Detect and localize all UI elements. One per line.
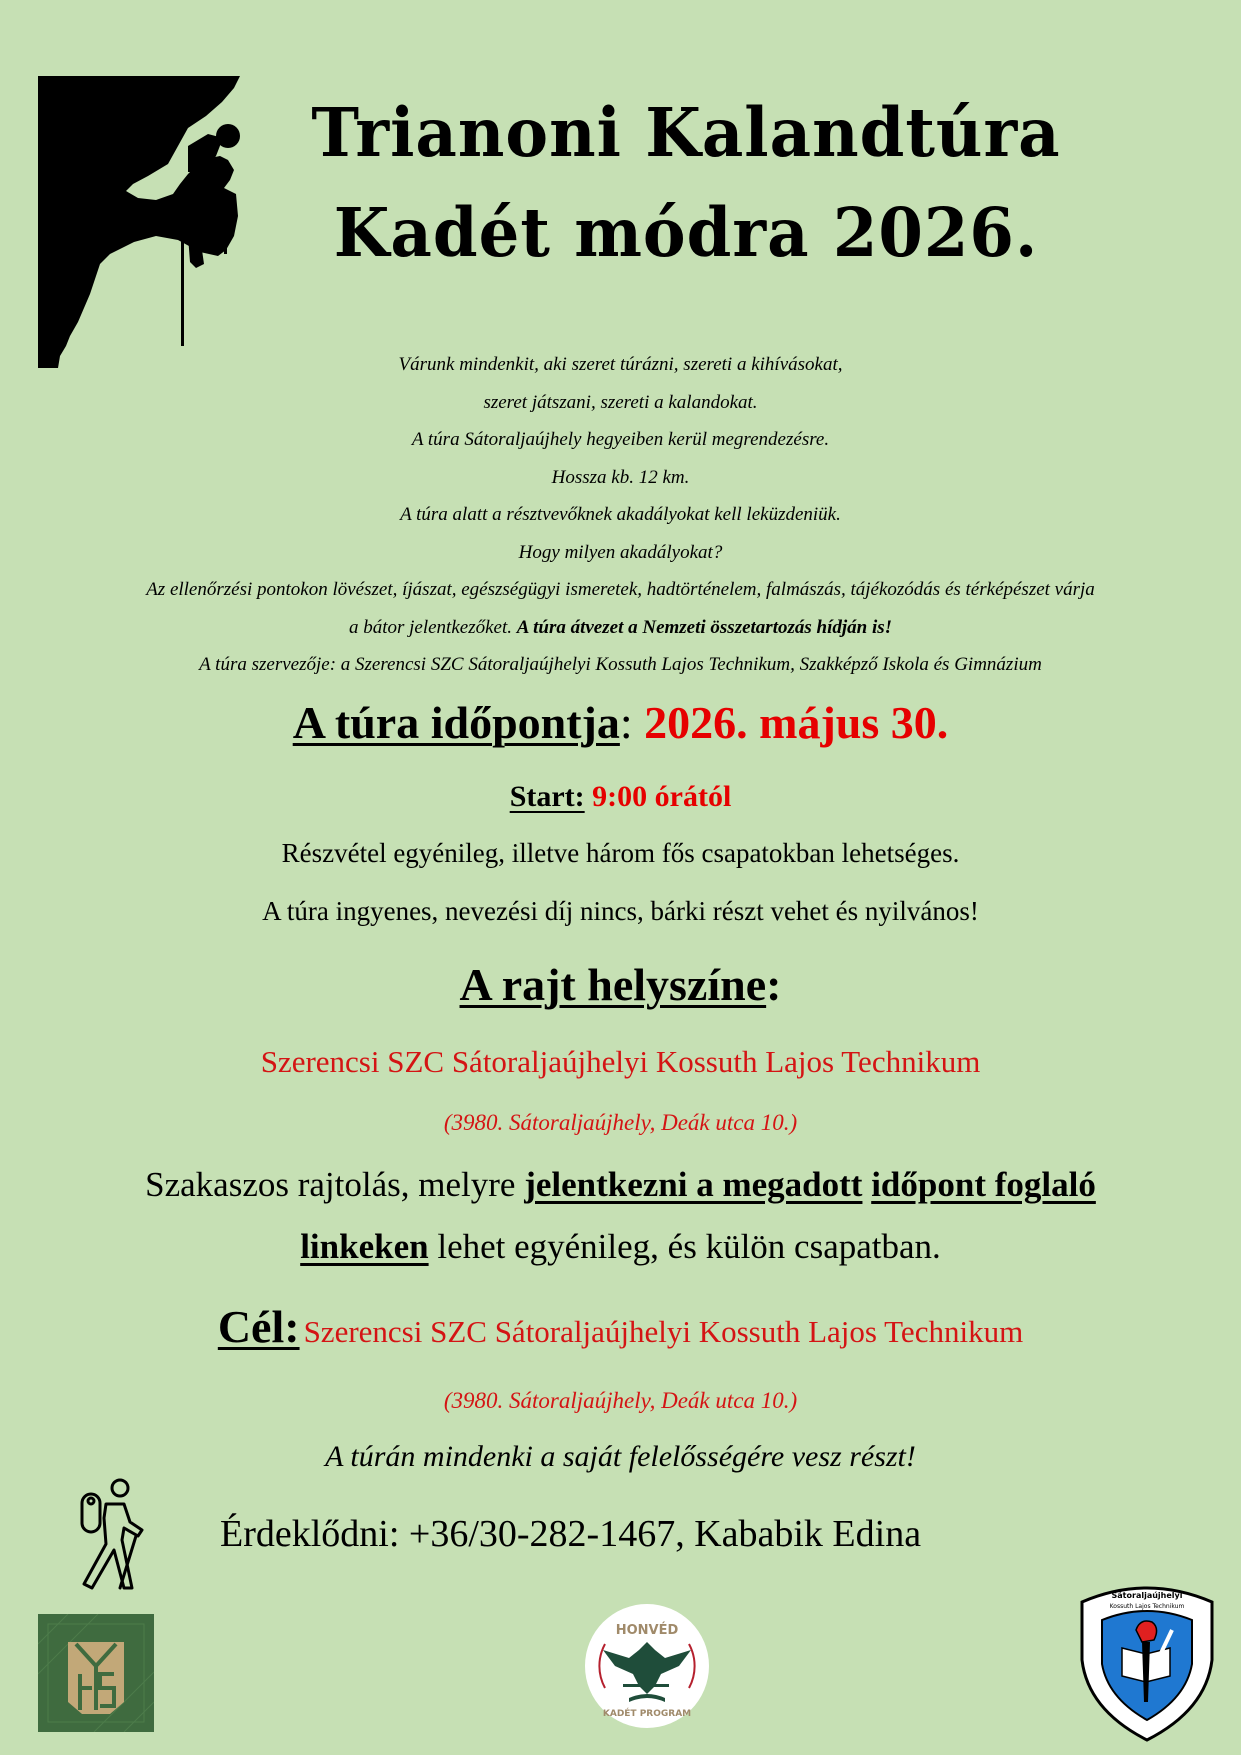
intro-line: A túra Sátoraljaújhely hegyeiben kerül megrendezésre. <box>411 429 830 450</box>
finish-name: Szerencsi SZC Sátoraljaújhelyi Kossuth Lajos Technikum <box>303 1314 1024 1349</box>
shield-text-top: Sátoraljaújhelyi <box>1111 1591 1183 1600</box>
intro-text: a bátor jelentkezőket. <box>348 616 517 638</box>
date-heading <box>0 696 1241 749</box>
honved-kadet-program-logo <box>585 1604 709 1728</box>
logo-text-top: HONVÉD <box>615 1623 679 1638</box>
shield-text-sub: Kossuth Lajos Technikum <box>1109 1603 1185 1610</box>
finish-address: (3980. Sátoraljaújhely, Deák utca 10.) <box>443 1388 798 1413</box>
climber-silhouette-image <box>38 76 246 368</box>
logo-text-bottom: KADÉT PROGRAM <box>602 1709 692 1719</box>
registration-paragraph <box>0 1154 1241 1278</box>
intro-paragraph <box>0 346 1241 684</box>
fee-text: A túra ingyenes, nevezési díj nincs, bárki részt vehet és nyilvános! <box>262 896 979 926</box>
start-location-address: (3980. Sátoraljaújhely, Deák utca 10.) <box>443 1110 798 1135</box>
participation-text: Részvétel egyénileg, illetve három fős csapatokban lehetséges. <box>281 838 960 868</box>
disclaimer-text: A túrán mindenki a saját felelősségére vesz részt! <box>325 1440 916 1473</box>
organizer-line: A túra szervezője: a Szerencsi SZC Sátoraljaújhelyi Kossuth Lajos Technikum, Szakképző Iskola és Gimnázium <box>199 654 1042 675</box>
date-label: A túra időpontja <box>292 697 620 748</box>
start-value: 9:00 órától <box>592 780 732 813</box>
intro-line: Várunk mindenkit, aki szeret túrázni, szereti a kihívásokat, <box>398 354 843 375</box>
start-location-colon: : <box>766 959 782 1010</box>
finish-line <box>0 1300 1241 1353</box>
registration-link-2[interactable]: időpont foglaló <box>871 1165 1096 1204</box>
start-location-label: A rajt helyszíne <box>459 959 767 1010</box>
intro-line: Az ellenőrzési pontokon lövészet, íjászat, egészségügyi ismeretek, hadtörténelem, falmászás, tájékozódás és térképészet várja <box>146 579 1095 600</box>
intro-bold-text: A túra átvezet a Nemzeti összetartozás hídján is! <box>516 616 893 638</box>
registration-link-3[interactable]: linkeken <box>300 1227 429 1266</box>
start-label: Start: <box>509 780 585 813</box>
date-colon: : <box>619 697 633 748</box>
contact-info: Érdeklődni: +36/30-282-1467, Kababik Edina <box>220 1513 922 1555</box>
intro-line: A túra alatt a résztvevőknek akadályokat kell leküzdeniük. <box>400 504 841 525</box>
registration-text-2: lehet egyénileg, és külön csapatban. <box>428 1227 941 1266</box>
start-location-name: Szerencsi SZC Sátoraljaújhelyi Kossuth Lajos Technikum <box>260 1044 981 1079</box>
intro-line <box>0 609 1241 647</box>
registration-link-1[interactable]: jelentkezni a megadott <box>524 1165 863 1204</box>
mts-logo <box>38 1614 154 1732</box>
finish-label: Cél: <box>217 1301 300 1352</box>
space <box>862 1165 871 1204</box>
intro-line: Hogy milyen akadályokat? <box>518 541 723 563</box>
registration-text: Szakaszos rajtolás, melyre <box>145 1165 525 1204</box>
school-shield-logo <box>1076 1580 1218 1742</box>
start-location-heading <box>0 958 1241 1011</box>
date-value: 2026. május 30. <box>644 697 949 748</box>
intro-line: Hossza kb. 12 km. <box>551 466 690 488</box>
intro-line: szeret játszani, szereti a kalandokat. <box>483 391 758 413</box>
start-time <box>0 780 1241 814</box>
hiker-icon <box>76 1478 156 1590</box>
title-line-2: Kadét módra 2026. <box>333 194 1039 273</box>
title-line-1: Trianoni Kalandtúra <box>311 94 1061 173</box>
